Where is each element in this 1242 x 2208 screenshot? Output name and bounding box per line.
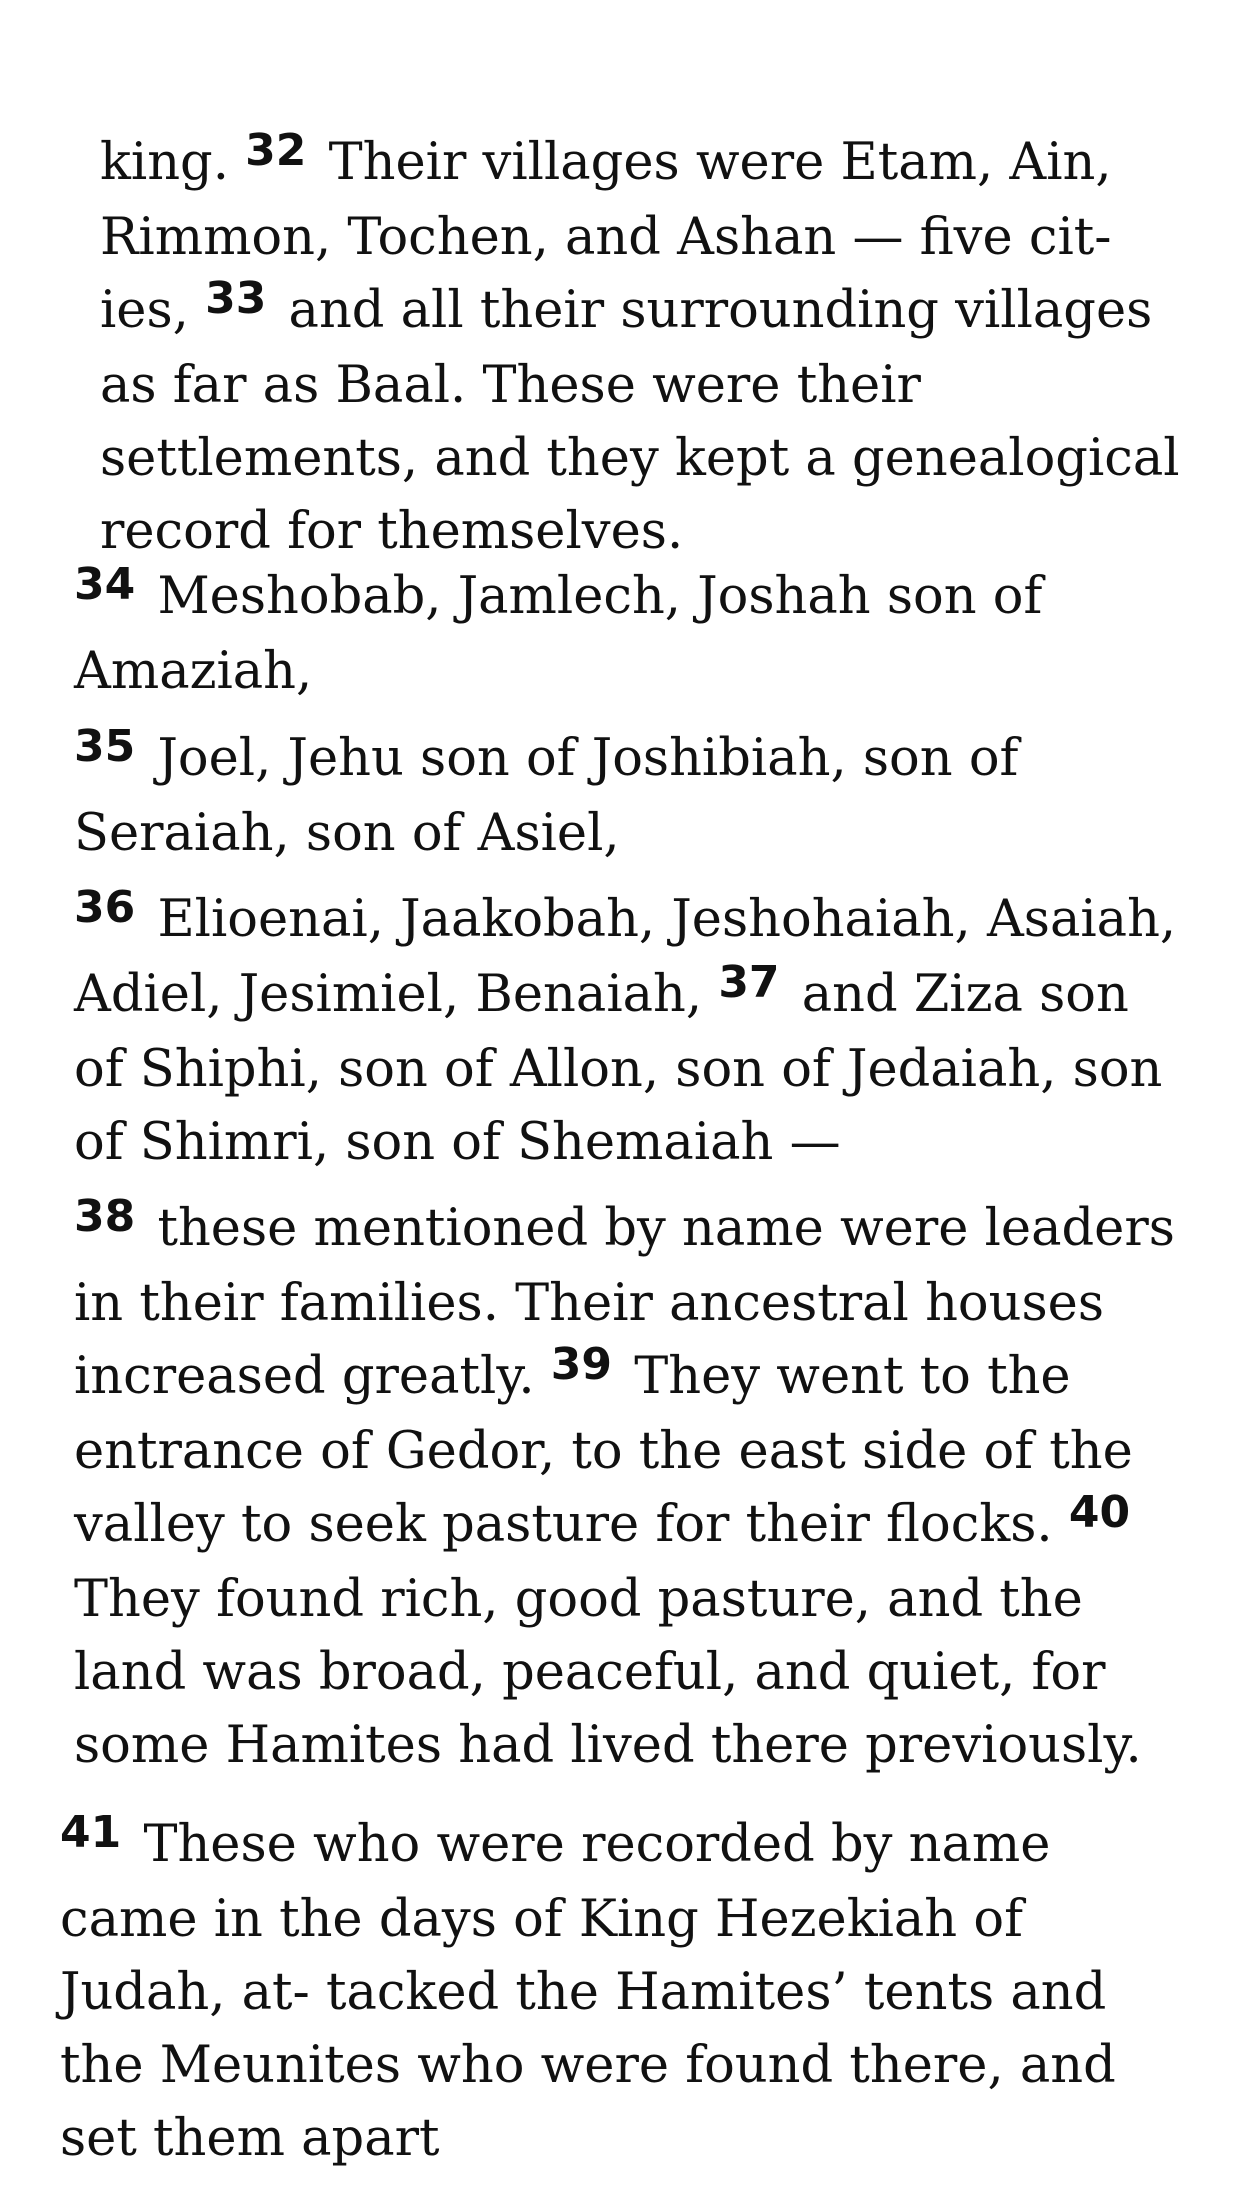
- verse-text: king.: [100, 133, 246, 192]
- verse-text: these mentioned by name were leaders in their families. Their ancestral houses increased greatly.: [74, 1199, 1175, 1406]
- verse-text: Their villages were Etam, Ain, Rimmon, Tochen, and Ashan — five cit- ies,: [100, 133, 1112, 340]
- verse-text: Elioenai, Jaakobah, Jeshohaiah, Asaiah, Adiel, Jesimiel, Benaiah,: [74, 890, 1177, 1024]
- paragraph-verses-36-37[interactable]: [74, 883, 1194, 1179]
- verse-text: Meshobab, Jamlech, Joshah son of Amaziah,: [74, 567, 1043, 701]
- paragraph-verse-35[interactable]: [74, 722, 1194, 870]
- verse-number-39: 39: [550, 1339, 613, 1390]
- verse-number-36: 36: [74, 882, 136, 933]
- verse-text: and Ziza son of Shiphi, son of Allon, son of Jedaiah, son of Shimri, son of Shemaiah —: [74, 965, 1163, 1172]
- verse-text: These who were recorded by name came in the days of King Hezekiah of Judah, at- tacked the Hamites’ tents and the Meunites who were found there, and set them apart: [60, 1815, 1116, 2168]
- verse-text: Joel, Jehu son of Joshibiah, son of Seraiah, son of Asiel,: [74, 729, 1019, 863]
- verse-text: They went to the entrance of Gedor, to the east side of the valley to seek pasture for their flocks.: [74, 1347, 1133, 1554]
- verse-text: They found rich, good pasture, and the land was broad, peaceful, and quiet, for some Hamites had lived there previously.: [74, 1570, 1142, 1775]
- verse-number-33: 33: [205, 273, 267, 324]
- paragraph-verses-38-40[interactable]: [74, 1192, 1194, 1782]
- verse-text: and all their surrounding villages as far as Baal. These were their settlements, and they kept a genealogical record for themselves.: [100, 281, 1180, 561]
- verse-number-32: 32: [245, 125, 307, 176]
- verse-number-37: 37: [718, 957, 780, 1008]
- verse-number-34: 34: [74, 559, 136, 610]
- paragraph-verses-32-33[interactable]: [100, 126, 1190, 568]
- paragraph-verse-41[interactable]: [60, 1808, 1200, 2175]
- verse-number-40: 40: [1068, 1487, 1131, 1538]
- verse-number-35: 35: [74, 721, 136, 772]
- verse-number-38: 38: [74, 1191, 136, 1242]
- paragraph-verse-34[interactable]: [74, 560, 1194, 708]
- verse-number-41: 41: [60, 1807, 122, 1858]
